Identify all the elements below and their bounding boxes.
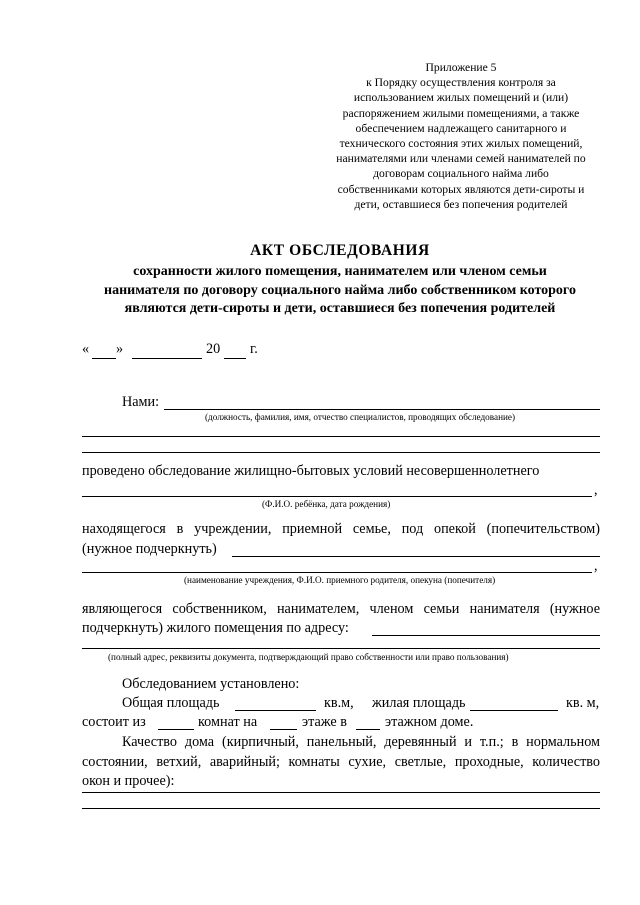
- floors-count-field[interactable]: [356, 729, 380, 730]
- appendix-line: Приложение 5: [425, 61, 497, 74]
- child-name-field[interactable]: [82, 496, 592, 497]
- quality-field-line[interactable]: [82, 808, 600, 809]
- owner-text-line2: подчеркнуть) жилого помещения по адресу:: [82, 620, 349, 636]
- date-year-prefix: 20: [206, 341, 221, 357]
- appendix-line: договорам социального найма либо: [373, 167, 549, 181]
- nami-field[interactable]: [164, 409, 600, 410]
- subtitle-line: являются дети-сироты и дети, оставшиеся без попечения родителей: [124, 301, 556, 316]
- total-area-field[interactable]: [235, 710, 316, 711]
- appendix-line: к Порядку осуществления контроля за: [366, 76, 556, 90]
- child-name-caption: (Ф.И.О. ребёнка, дата рождения): [262, 499, 391, 509]
- appendix-line: нанимателями или членами семей нанимателей по: [336, 152, 586, 166]
- date-close-quote: »: [116, 341, 124, 357]
- date-year-field[interactable]: [224, 358, 246, 359]
- owner-text-line1: являющегося собственником, нанимателем, членом семьи нанимателя (нужное: [82, 601, 600, 617]
- findings-heading: Обследованием установлено:: [122, 676, 300, 692]
- date-open-quote: «: [82, 341, 90, 357]
- rooms-label: комнат на: [198, 714, 258, 730]
- location-comma: ,: [594, 558, 598, 574]
- address-field[interactable]: [372, 635, 600, 636]
- consists-label: состоит из: [82, 714, 146, 730]
- appendix-line: собственниками которых являются дети-сироты и: [337, 182, 585, 196]
- rooms-count-field[interactable]: [158, 729, 194, 730]
- living-area-label: жилая площадь: [372, 695, 466, 711]
- date-month-field[interactable]: [132, 358, 202, 359]
- document-subtitle: [70, 263, 610, 319]
- placement-field-line[interactable]: [82, 572, 592, 573]
- living-area-unit: кв. м,: [566, 695, 600, 711]
- date-year-suffix: г.: [250, 341, 258, 357]
- quality-text-line1: Качество дома (кирпичный, панельный, деревянный и т.п.; в нормальном: [122, 734, 600, 750]
- quality-text-line2: состоянии, ветхий, аварийный; комнаты сухие, светлые, проходные, количество: [82, 754, 600, 770]
- total-area-unit: кв.м,: [324, 695, 354, 711]
- nami-label: Нами:: [122, 394, 160, 410]
- placement-field[interactable]: [232, 556, 600, 557]
- nami-field-line[interactable]: [82, 436, 600, 437]
- survey-comma: ,: [594, 482, 598, 498]
- total-area-label: Общая площадь: [122, 695, 220, 711]
- placement-caption: (наименование учреждения, Ф.И.О. приемного родителя, опекуна (попечителя): [184, 575, 496, 585]
- appendix-note: [318, 60, 604, 212]
- living-area-field[interactable]: [470, 710, 558, 711]
- nami-field-line[interactable]: [82, 452, 600, 453]
- floors-label: этажном доме.: [385, 714, 474, 730]
- appendix-line: обеспечением надлежащего санитарного и: [355, 121, 567, 135]
- appendix-line: распоряжением жилыми помещениями, а также: [342, 106, 580, 120]
- survey-text: проведено обследование жилищно-бытовых условий несовершеннолетнего: [82, 463, 540, 479]
- floor-field[interactable]: [270, 729, 297, 730]
- document-title: АКТ ОБСЛЕДОВАНИЯ: [250, 242, 430, 259]
- quality-field-line[interactable]: [82, 792, 600, 793]
- location-text-line1: находящегося в учреждении, приемной семье, под опекой (попечительством): [82, 521, 600, 537]
- location-text-line2: (нужное подчеркнуть): [82, 541, 217, 557]
- floor-label: этаже в: [302, 714, 347, 730]
- date-day-field[interactable]: [92, 358, 116, 359]
- appendix-line: использованием жилых помещений и (или): [353, 91, 569, 105]
- nami-caption: (должность, фамилия, имя, отчество специалистов, проводящих обследование): [205, 412, 516, 422]
- quality-text-line3: окон и прочее):: [82, 773, 175, 789]
- appendix-line: дети, оставшиеся без попечения родителей: [354, 197, 568, 211]
- address-caption: (полный адрес, реквизиты документа, подтверждающий право собственности или право пользования): [108, 652, 509, 662]
- appendix-line: технического состояния этих жилых помещений,: [339, 137, 583, 151]
- address-field-line[interactable]: [82, 648, 600, 649]
- subtitle-line: сохранности жилого помещения, нанимателем или членом семьи: [133, 264, 547, 279]
- subtitle-line: нанимателя по договору социального найма либо собственником которого: [104, 282, 576, 298]
